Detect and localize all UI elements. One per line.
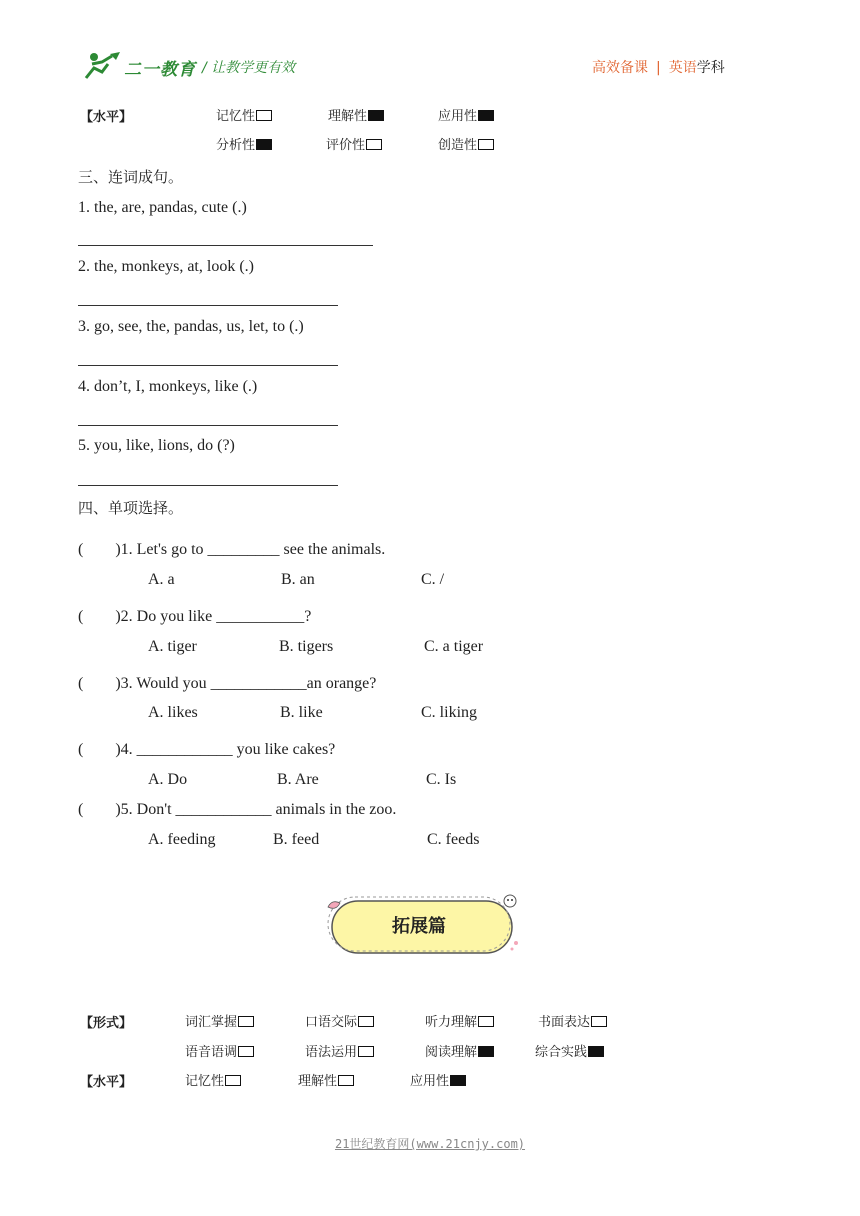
form-item-label: 词汇掌握 [185, 1015, 238, 1030]
option-c[interactable]: C. / [421, 571, 445, 588]
header-separator: | [656, 60, 661, 76]
checkbox-filled [478, 110, 494, 121]
option-c[interactable]: C. feeds [427, 831, 480, 848]
sentence-question: 5. you, like, lions, do (?) [78, 437, 235, 454]
tag-english: 英语 [668, 60, 697, 76]
checkbox-filled [368, 110, 384, 121]
banner-title: 拓展篇 [392, 916, 446, 937]
option-b[interactable]: B. like [280, 704, 323, 721]
checkbox-empty [478, 1016, 494, 1027]
level-label: 【水平】 [80, 110, 133, 125]
level-item-label: 应用性 [410, 1074, 450, 1089]
form-item-label: 阅读理解 [425, 1045, 478, 1060]
level-item [185, 1070, 241, 1089]
form-item [305, 1041, 374, 1060]
option-a[interactable]: A. tiger [148, 638, 197, 655]
option-c[interactable]: C. a tiger [424, 638, 484, 655]
checkbox-empty [238, 1046, 254, 1057]
checkbox-empty [238, 1016, 254, 1027]
form-item [425, 1041, 494, 1060]
brand-name: 二一教育 [124, 60, 196, 80]
answer-line[interactable] [78, 305, 338, 306]
tag-efficient-prep: 高效备课 [592, 60, 648, 76]
level-item [326, 134, 382, 153]
checkbox-empty [256, 110, 272, 121]
option-b[interactable]: B. an [281, 571, 315, 588]
choice-question-stem: ( )4. ____________ you like cakes? [78, 741, 336, 758]
option-a[interactable]: A. a [148, 571, 175, 588]
form-item-label: 听力理解 [425, 1015, 478, 1030]
level-item [328, 105, 384, 124]
level-item-label: 应用性 [438, 109, 478, 124]
checkbox-filled [256, 139, 272, 150]
checkbox-filled [450, 1075, 466, 1086]
sentence-question: 1. the, are, pandas, cute (.) [78, 199, 247, 216]
option-c[interactable]: C. Is [426, 771, 457, 788]
level-label: 【水平】 [80, 1075, 133, 1090]
option-b[interactable]: B. Are [277, 771, 319, 788]
answer-line[interactable] [78, 365, 338, 366]
level-item-label: 记忆性 [185, 1074, 225, 1089]
option-b[interactable]: B. feed [273, 831, 320, 848]
choice-question-stem: ( )1. Let's go to _________ see the animals. [78, 541, 386, 558]
form-item-label: 口语交际 [305, 1015, 358, 1030]
level-item-label: 分析性 [216, 138, 256, 153]
form-item-label: 语法运用 [305, 1045, 358, 1060]
form-label: 【形式】 [80, 1016, 133, 1031]
checkbox-empty [338, 1075, 354, 1086]
answer-line[interactable] [78, 485, 338, 486]
checkbox-empty [358, 1016, 374, 1027]
level-item-label: 评价性 [326, 138, 366, 153]
choice-question-stem: ( )2. Do you like ___________? [78, 608, 312, 625]
level-item-label: 记忆性 [216, 109, 256, 124]
checkbox-empty [358, 1046, 374, 1057]
option-a[interactable]: A. feeding [148, 831, 216, 848]
option-b[interactable]: B. tigers [279, 638, 334, 655]
level-item [216, 105, 272, 124]
form-item [538, 1011, 607, 1030]
choice-question-stem: ( )3. Would you ____________an orange? [78, 675, 377, 692]
footer-link[interactable]: 21世纪教育网(www.21cnjy.com) [334, 1137, 526, 1151]
level-item-label: 理解性 [328, 109, 368, 124]
form-item-label: 综合实践 [535, 1045, 588, 1060]
form-item-label: 书面表达 [538, 1015, 591, 1030]
checkbox-empty [591, 1016, 607, 1027]
option-c[interactable]: C. liking [421, 704, 478, 721]
checkbox-empty [366, 139, 382, 150]
checkbox-empty [478, 139, 494, 150]
form-item [185, 1041, 254, 1060]
level-item [216, 134, 272, 153]
sentence-question: 3. go, see, the, pandas, us, let, to (.) [78, 318, 304, 335]
level-item [438, 134, 494, 153]
level-item [410, 1070, 466, 1089]
answer-line[interactable] [78, 245, 373, 246]
form-item [305, 1011, 374, 1030]
level-item [438, 105, 494, 124]
checkbox-empty [225, 1075, 241, 1086]
level-item-label: 理解性 [298, 1074, 338, 1089]
section3-title: 三、连词成句。 [78, 168, 184, 186]
checkbox-filled [478, 1046, 494, 1057]
form-item [535, 1041, 604, 1060]
sentence-question: 2. the, monkeys, at, look (.) [78, 258, 254, 275]
header-tags [592, 57, 725, 77]
form-item [185, 1011, 254, 1030]
checkbox-filled [588, 1046, 604, 1057]
slogan: / 让教学更有效 [202, 60, 296, 76]
option-a[interactable]: A. likes [148, 704, 198, 721]
sentence-question: 4. don’t, I, monkeys, like (.) [78, 378, 258, 395]
level-item [298, 1070, 354, 1089]
form-item-label: 语音语调 [185, 1045, 238, 1060]
choice-question-stem: ( )5. Don't ____________ animals in the zoo. [78, 801, 397, 818]
form-item [425, 1011, 494, 1030]
tag-subject: 学科 [696, 60, 725, 76]
section4-title: 四、单项选择。 [78, 499, 184, 517]
level-item-label: 创造性 [438, 138, 478, 153]
option-a[interactable]: A. Do [148, 771, 188, 788]
answer-line[interactable] [78, 425, 338, 426]
